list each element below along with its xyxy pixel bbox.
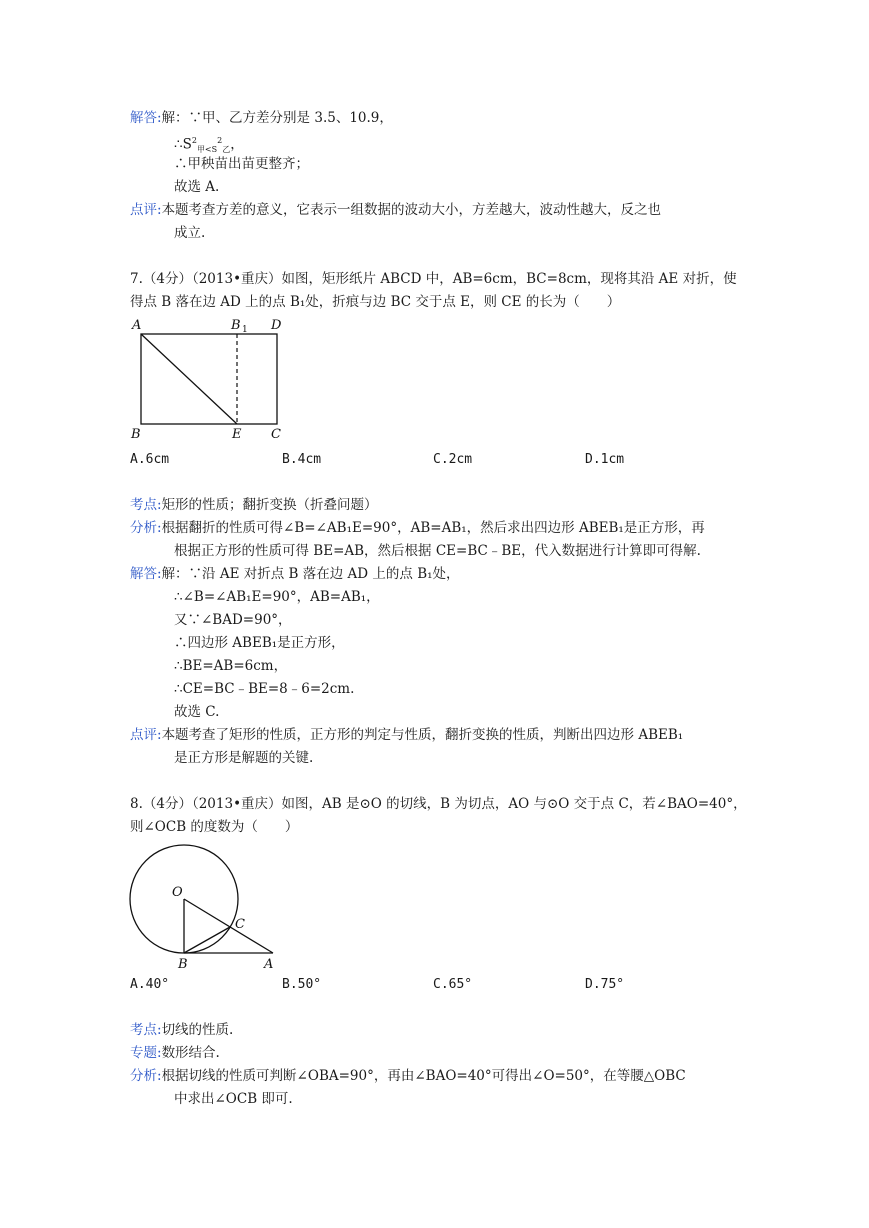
label-b: B	[131, 427, 141, 442]
q7-solution-line-5: ∴BE=AB=6cm，	[174, 658, 288, 674]
q7-option-c: C.2cm	[433, 452, 473, 467]
fold-line-ae	[141, 334, 237, 424]
rectangle-abcd	[141, 334, 277, 424]
q8-point-line: 考点:切线的性质.	[130, 1022, 234, 1038]
q7-solution-line-4: ∴四边形 ABEB₁是正方形，	[174, 635, 345, 651]
q6-comment-line-1: 点评:本题考查方差的意义，它表示一组数据的波动大小，方差越大，波动性越大，反之也	[130, 202, 662, 218]
q6-answer-line-4: 故选 A.	[174, 179, 220, 195]
analysis-label: 分析:	[130, 520, 162, 536]
q8-analysis-line-2: 中求出∠OCB 即可.	[174, 1091, 293, 1107]
q7-option-a: A.6cm	[130, 452, 170, 467]
q7-comment-line-2: 是正方形是解题的关键.	[174, 750, 314, 766]
label-b: B	[178, 957, 188, 972]
q8-topic-line: 专题:数形结合.	[130, 1045, 220, 1061]
q8-option-b: B.50°	[282, 977, 322, 992]
label-c: C	[271, 427, 281, 442]
q7-stem-line-1: 7.（4分）（2013•重庆）如图，矩形纸片 ABCD 中，AB=6cm，BC=8cm，现将其沿 AE 对折，使	[130, 271, 737, 287]
label-e: E	[232, 427, 242, 442]
q8-analysis-line-1: 分析:根据切线的性质可判断∠OBA=90°，再由∠BAO=40°可得出∠O=50°，在等腰△OBC	[130, 1068, 686, 1084]
q8-stem-line-1: 8.（4分）（2013•重庆）如图，AB 是⊙O 的切线，B 为切点，AO 与⊙O 交于点 C，若∠BAO=40°，	[130, 796, 747, 812]
label-a: A	[264, 957, 274, 972]
comment-label: 点评:	[130, 202, 162, 218]
label-d: D	[271, 318, 282, 333]
q7-rectangle-figure	[126, 314, 296, 442]
q7-solution-line-3: 又∵∠BAD=90°，	[174, 612, 292, 628]
answer-label: 解答:	[130, 110, 162, 126]
q8-option-d: D.75°	[585, 977, 625, 992]
q8-circle-figure	[126, 844, 286, 972]
point-label: 考点:	[130, 1022, 162, 1038]
q7-stem-line-2: 得点 B 落在边 AD 上的点 B₁处，折痕与边 BC 交于点 E，则 CE 的长为（ ）	[130, 294, 621, 310]
label-c: C	[235, 917, 245, 932]
q7-analysis-line-1: 分析:根据翻折的性质可得∠B=∠AB₁E=90°，AB=AB₁，然后求出四边形 ABEB₁是正方形，再	[130, 520, 705, 536]
q6-answer-line-3: ∴甲秧苗出苗更整齐；	[174, 156, 309, 172]
analysis-label: 分析:	[130, 1068, 162, 1084]
q6-answer-line-1: 解答:解：∵甲、乙方差分别是 3.5、10.9，	[130, 110, 393, 126]
label-a: A	[132, 318, 142, 333]
q7-solution-line-6: ∴CE=BC﹣BE=8﹣6=2cm.	[174, 681, 355, 697]
q7-solution-line-2: ∴∠B=∠AB₁E=90°，AB=AB₁，	[174, 589, 380, 605]
label-b1: B	[231, 318, 241, 333]
q7-solution-line-7: 故选 C.	[174, 704, 220, 720]
q8-option-c: C.65°	[433, 977, 473, 992]
q7-comment-line-1: 点评:本题考查了矩形的性质，正方形的判定与性质，翻折变换的性质，判断出四边形 ABEB₁	[130, 727, 684, 743]
q7-point-line: 考点:矩形的性质；翻折变换（折叠问题）	[130, 497, 378, 513]
label-b1-sub: 1	[242, 325, 248, 335]
q7-option-b: B.4cm	[282, 452, 322, 467]
q6-answer-line-2: $\therefore S^2_{甲<S}^2_乙$，	[174, 136, 244, 155]
q8-option-a: A.40°	[130, 977, 170, 992]
comment-label: 点评:	[130, 727, 162, 743]
q7-analysis-line-2: 根据正方形的性质可得 BE=AB，然后根据 CE=BC﹣BE，代入数据进行计算即可得解.	[174, 543, 701, 559]
q8-stem-line-2: 则∠OCB 的度数为（ ）	[130, 819, 299, 835]
answer-label: 解答:	[130, 566, 162, 582]
q7-solution-line-1: 解答:解：∵沿 AE 对折点 B 落在边 AD 上的点 B₁处，	[130, 566, 460, 582]
q7-option-d: D.1cm	[585, 452, 625, 467]
q6-comment-line-2: 成立.	[174, 225, 206, 241]
topic-label: 专题:	[130, 1045, 162, 1061]
segment-bc	[184, 927, 230, 953]
label-o: O	[172, 885, 183, 900]
point-label: 考点:	[130, 497, 162, 513]
